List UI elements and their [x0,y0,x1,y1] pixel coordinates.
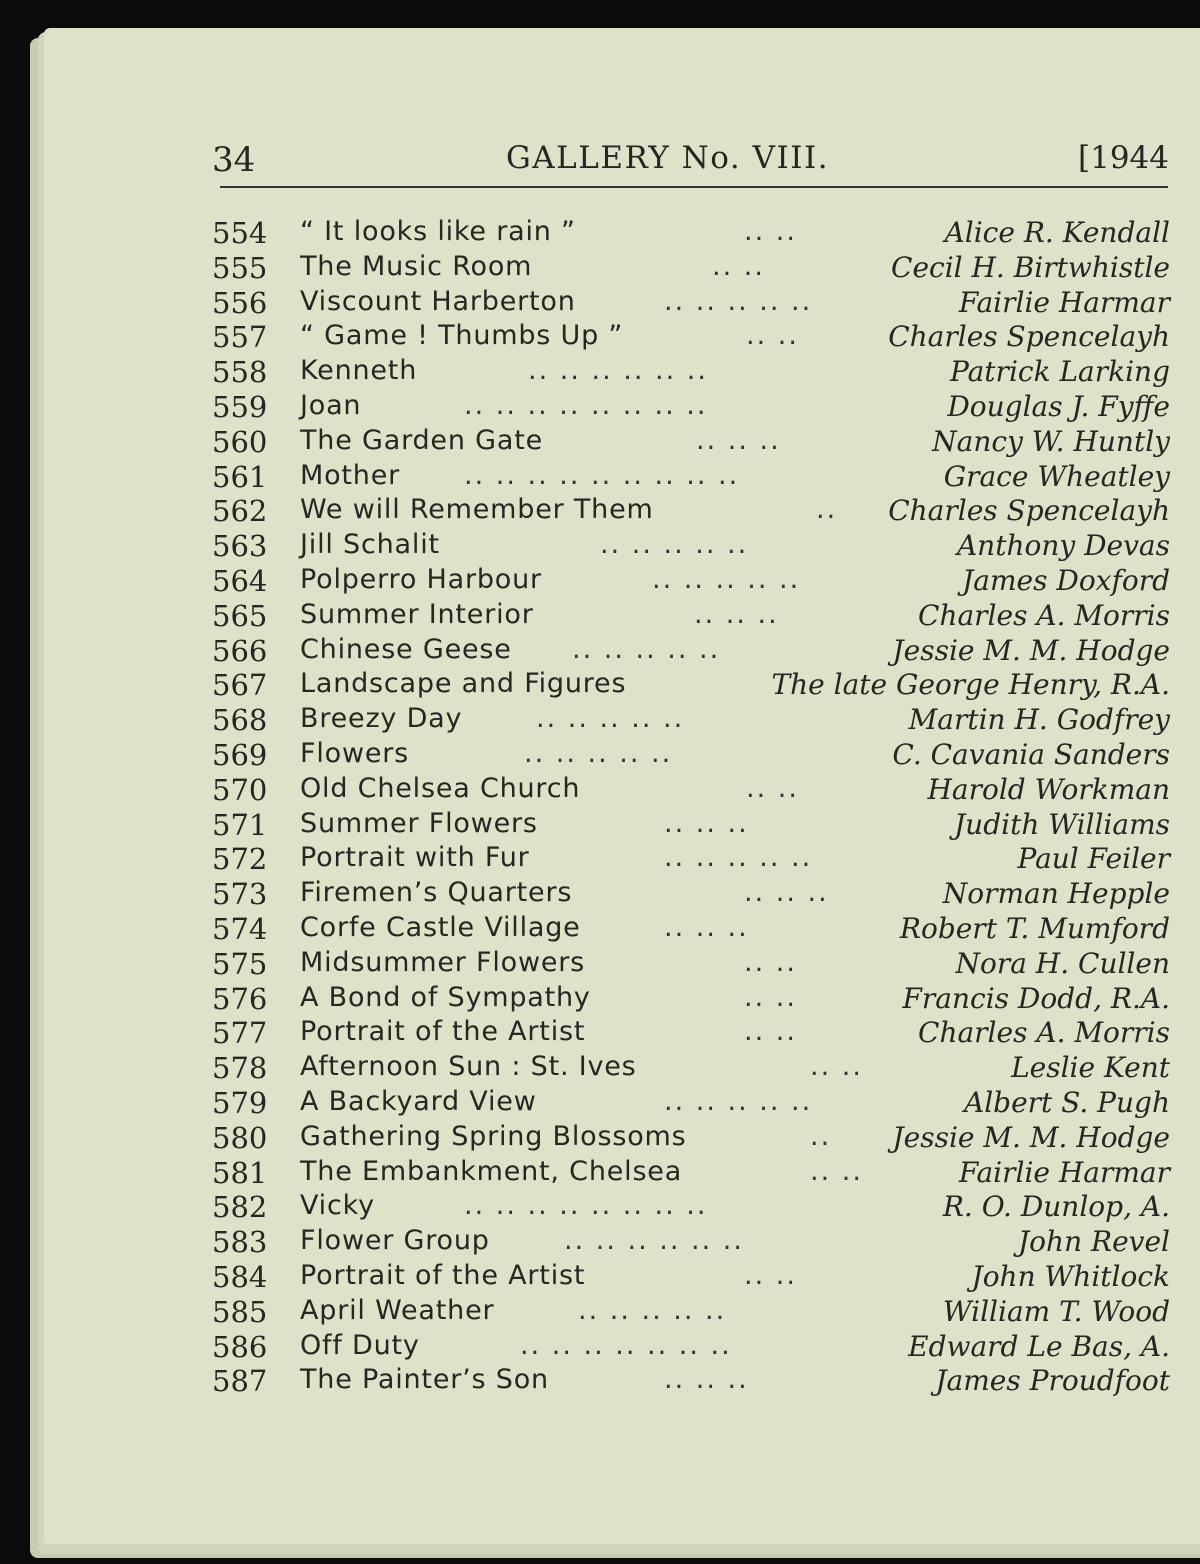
entry-number: 555 [212,250,268,285]
dot-leaders: .. .. .. [664,807,749,839]
catalogue-entry [44,599,1200,634]
entry-artist: R. O. Dunlop, A. [942,1190,1170,1224]
catalogue-entry [44,1086,1200,1121]
dot-leaders: .. .. .. .. .. [652,563,801,595]
entry-number: 557 [212,320,268,355]
entry-artist: Harold Workman [927,772,1170,806]
entry-title: Mother [300,459,401,491]
entry-number: 568 [212,703,268,738]
entry-artist: Edward Le Bas, A. [908,1329,1170,1363]
catalogue-entry [44,808,1200,843]
entry-artist: C. Cavania Sanders [892,737,1170,771]
entry-artist: John Whitlock [971,1259,1170,1293]
running-header [44,28,1200,218]
entry-title: Polperro Harbour [300,563,542,595]
entry-title: The Music Room [300,250,533,282]
entry-number: 577 [212,1016,268,1051]
catalogue-entry [44,355,1200,390]
catalogue-entry [44,494,1200,529]
dot-leaders: .. .. .. [696,424,781,456]
entry-artist: Douglas J. Fyffe [947,389,1170,423]
catalogue-entry [44,947,1200,982]
catalogue-year: [1944 [1078,140,1169,176]
dot-leaders: .. .. .. [664,1364,749,1396]
entry-number: 576 [212,981,268,1016]
catalogue-entry [44,738,1200,773]
entry-title: Firemen’s Quarters [300,877,573,909]
catalogue-entry [44,1260,1200,1295]
catalogue-entry [44,1295,1200,1330]
entry-artist: Jessie M. M. Hodge [892,1120,1170,1154]
entry-number: 566 [212,633,268,668]
catalogue-entry [44,425,1200,460]
entry-number: 574 [212,911,268,946]
entry-artist: James Proudfoot [935,1364,1170,1398]
catalogue-entry [44,529,1200,564]
entry-title: Summer Interior [300,598,534,630]
dot-leaders: .. .. .. .. .. .. [528,355,708,387]
header-rule [220,186,1168,188]
entry-title: Gathering Spring Blossoms [300,1120,687,1152]
dot-leaders: .. .. .. .. .. .. [564,1225,744,1257]
entry-number: 570 [212,772,268,807]
entry-artist: Charles Spencelayh [888,320,1170,354]
catalogue-entry [44,634,1200,669]
entry-number: 580 [212,1120,268,1155]
dot-leaders: .. .. [810,1051,863,1083]
entry-number: 564 [212,563,268,598]
dot-leaders: .. .. [746,320,799,352]
catalogue-entry [44,1364,1200,1399]
dot-leaders: .. .. .. .. .. [536,703,685,735]
entry-number: 572 [212,842,268,877]
entry-title: April Weather [300,1294,495,1326]
entry-number: 571 [212,807,268,842]
entry-number: 587 [212,1364,268,1399]
entry-number: 558 [212,355,268,390]
entry-artist: Patrick Larking [950,355,1170,389]
entry-artist: Judith Williams [953,807,1170,841]
dot-leaders: .. [816,494,838,526]
catalogue-entry [44,703,1200,738]
entry-title: Joan [300,389,362,421]
entry-number: 559 [212,389,268,424]
entry-title: Corfe Castle Village [300,911,581,943]
entry-artist: Robert T. Mumford [899,911,1170,945]
entry-title: Viscount Harberton [300,285,576,317]
dot-leaders: .. .. [810,1155,863,1187]
catalogue-entry [44,912,1200,947]
entry-number: 583 [212,1225,268,1260]
dot-leaders: .. .. [744,216,797,247]
entry-artist: Leslie Kent [1011,1051,1170,1085]
entry-number: 579 [212,1085,268,1120]
entry-title: Midsummer Flowers [300,946,586,978]
entry-artist: Anthony Devas [956,529,1170,563]
entry-title: A Backyard View [300,1085,537,1117]
dot-leaders: .. .. .. .. .. [664,285,813,317]
catalogue-entry [44,1121,1200,1156]
catalogue-entry [44,1016,1200,1051]
dot-leaders: .. .. .. .. .. [600,529,749,561]
entry-number: 582 [212,1190,268,1225]
catalogue-entry [44,216,1200,251]
catalogue-entry [44,1225,1200,1260]
entry-artist: Norman Hepple [942,877,1170,911]
dot-leaders: .. .. [744,1259,797,1291]
entry-artist: Charles A. Morris [918,1016,1170,1050]
entry-title: Landscape and Figures [300,668,627,700]
entry-artist: James Doxford [962,563,1170,597]
entry-number: 562 [212,494,268,529]
catalogue-entry [44,1330,1200,1365]
entry-artist: The late George Henry, R.A. [771,668,1170,702]
catalogue-entry [44,1156,1200,1191]
entry-title: Off Duty [300,1329,420,1361]
dot-leaders: .. .. [744,1016,797,1048]
catalogue-entry [44,251,1200,286]
entry-artist: Charles A. Morris [918,598,1170,632]
entry-artist: Albert S. Pugh [963,1085,1170,1119]
catalogue-entry [44,877,1200,912]
entry-number: 560 [212,424,268,459]
catalogue-entry [44,982,1200,1017]
dot-leaders: .. .. [744,946,797,978]
entry-number: 563 [212,529,268,564]
entry-number: 561 [212,459,268,494]
catalogue-entry [44,773,1200,808]
entry-number: 573 [212,877,268,912]
entry-artist: Jessie M. M. Hodge [892,633,1170,667]
entry-artist: Grace Wheatley [943,459,1170,493]
gallery-title: GALLERY No. VIII. [506,140,830,176]
catalogue-entry [44,460,1200,495]
catalogue-entry [44,390,1200,425]
dot-leaders: .. .. .. [744,877,829,909]
entry-title: Jill Schalit [300,529,440,561]
dot-leaders: .. .. [712,250,765,282]
entry-title: “ It looks like rain ” [300,216,576,247]
entry-artist: Alice R. Kendall [944,216,1170,249]
entry-title: Portrait of the Artist [300,1016,586,1048]
entry-title: The Garden Gate [300,424,544,456]
entry-artist: Fairlie Harmar [958,285,1170,319]
dot-leaders: .. .. .. .. .. .. .. .. .. [464,459,740,491]
entry-title: The Embankment, Chelsea [300,1155,683,1187]
catalogue-entry [44,564,1200,599]
entry-artist: Nancy W. Huntly [932,424,1170,458]
entry-artist: Nora H. Cullen [955,946,1170,980]
entry-artist: Fairlie Harmar [958,1155,1170,1189]
entry-title: Kenneth [300,355,418,387]
entry-title: Old Chelsea Church [300,772,581,804]
entry-title: Breezy Day [300,703,463,735]
entry-number: 569 [212,737,268,772]
entry-number: 586 [212,1329,268,1364]
entry-title: Chinese Geese [300,633,512,665]
entry-title: Portrait of the Artist [300,1259,586,1291]
entry-artist: William T. Wood [942,1294,1170,1328]
dot-leaders: .. .. .. .. .. [664,1085,813,1117]
entry-number: 578 [212,1051,268,1086]
dot-leaders: .. .. [744,981,797,1013]
entry-title: Afternoon Sun : St. Ives [300,1051,637,1083]
entry-number: 565 [212,598,268,633]
entry-artist: Martin H. Godfrey [908,703,1170,737]
catalogue-entry [44,286,1200,321]
entry-title: Flower Group [300,1225,490,1257]
entry-number: 584 [212,1259,268,1294]
entry-number: 581 [212,1155,268,1190]
entry-title: We will Remember Them [300,494,654,526]
catalogue-entry [44,1190,1200,1225]
entry-title: Flowers [300,737,410,769]
dot-leaders: .. [810,1120,832,1152]
entry-number: 567 [212,668,268,703]
dot-leaders: .. .. .. .. .. .. .. .. [464,389,708,421]
entry-title: The Painter’s Son [300,1364,549,1396]
entry-title: A Bond of Sympathy [300,981,591,1013]
entry-artist: Paul Feiler [1017,842,1170,876]
page-number: 34 [212,140,256,180]
dot-leaders: .. .. .. .. .. [572,633,721,665]
catalogue-page [44,28,1200,1544]
catalogue-entry [44,668,1200,703]
catalogue-entry [44,1051,1200,1086]
dot-leaders: .. .. .. [664,911,749,943]
dot-leaders: .. .. [746,772,799,804]
catalogue-list [44,216,1200,1399]
entry-number: 585 [212,1294,268,1329]
dot-leaders: .. .. .. .. .. [524,737,673,769]
catalogue-entry [44,320,1200,355]
entry-title: Vicky [300,1190,375,1222]
dot-leaders: .. .. .. .. .. .. .. [520,1329,732,1361]
entry-title: Summer Flowers [300,807,538,839]
entry-number: 556 [212,285,268,320]
dot-leaders: .. .. .. .. .. .. .. .. [464,1190,708,1222]
dot-leaders: .. .. .. .. .. [578,1294,727,1326]
entry-artist: Charles Spencelayh [888,494,1170,528]
entry-artist: Francis Dodd, R.A. [902,981,1170,1015]
entry-title: “ Game ! Thumbs Up ” [300,320,624,352]
entry-artist: John Revel [1017,1225,1170,1259]
entry-title: Portrait with Fur [300,842,530,874]
catalogue-entry [44,842,1200,877]
entry-number: 554 [212,216,268,250]
dot-leaders: .. .. .. .. .. [664,842,813,874]
dot-leaders: .. .. .. [694,598,779,630]
entry-number: 575 [212,946,268,981]
entry-artist: Cecil H. Birtwhistle [891,250,1170,284]
